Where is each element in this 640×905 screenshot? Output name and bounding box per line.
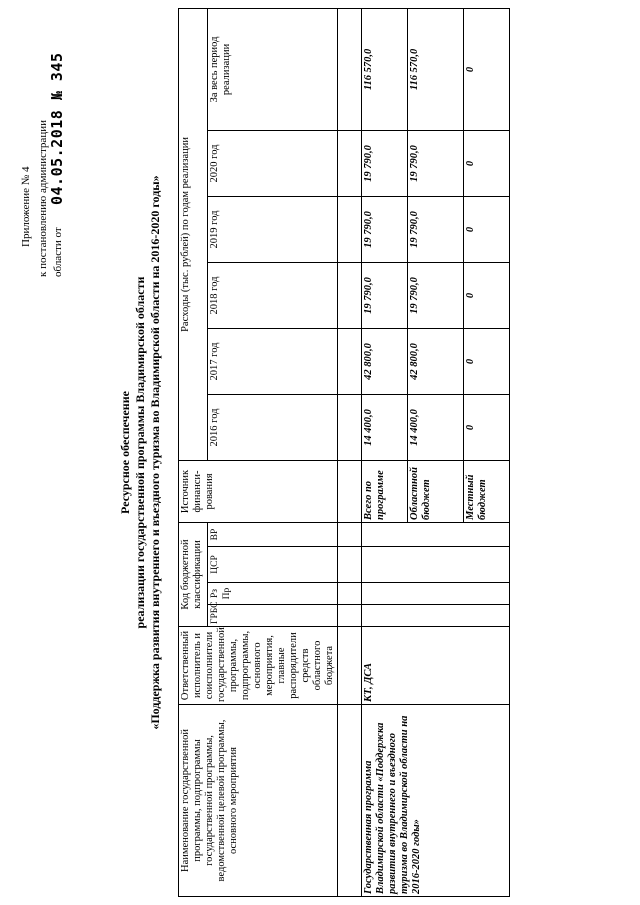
date-number-stamp: 04.05.2018 № 345 [48, 52, 66, 205]
row-source: Областной бюджет [408, 460, 464, 522]
col-header-expenses: Расходы (тыс. рублей) по годам реализации [179, 8, 208, 460]
year-2019: 2019 год [208, 196, 338, 262]
appendix-label: Приложение № 4 [20, 166, 32, 247]
col-header-code: Код бюджетной классификации [179, 522, 208, 626]
row-value: 19 790,0 [362, 196, 408, 262]
program-responsible: КТ, ДСА [362, 627, 510, 705]
program-name: Государственная программа Владимирской области «Поддержка развития внутреннего и въездного туризма во Владимирской области на 2016-2020 годы» [362, 705, 510, 897]
row-value: 116 570,0 [362, 8, 408, 130]
row-value: 14 400,0 [408, 394, 464, 460]
title-line-2: реализации государственной программы Владимирской области [133, 276, 147, 629]
region-from-label: области от [52, 227, 64, 277]
spacer-row [338, 8, 362, 896]
row-value: 0 [464, 328, 510, 394]
year-2018: 2018 год [208, 262, 338, 328]
year-total: За весь период реализации [208, 8, 338, 130]
resolution-label: к постановлению администрации [37, 120, 49, 277]
row-value: 19 790,0 [408, 196, 464, 262]
resource-table [178, 8, 510, 897]
code-csr: ЦСР [208, 547, 338, 583]
col-header-name: Наименование государственной программы, подпрограммы государственной программы, ведомственной целевой программы, основного мероприятия [179, 705, 338, 897]
year-2020: 2020 год [208, 130, 338, 196]
row-value: 14 400,0 [362, 394, 408, 460]
col-header-responsible: Ответственный исполнитель и соисполнители государственной программы, подпрограммы, основного мероприятия, главные распорядители средств областного бюджета [179, 627, 338, 705]
table-row [362, 8, 408, 896]
row-value: 42 800,0 [408, 328, 464, 394]
row-value: 0 [464, 196, 510, 262]
row-value: 42 800,0 [362, 328, 408, 394]
row-value: 0 [464, 8, 510, 130]
header-row-1 [179, 8, 208, 896]
year-2016: 2016 год [208, 394, 338, 460]
title-line-3: «Поддержка развития внутреннего и въездного туризма во Владимирской области на 2016-2020 годы» [148, 175, 162, 730]
document-title [118, 40, 163, 865]
row-value: 19 790,0 [362, 130, 408, 196]
code-rzpr: Рз Пр [208, 583, 338, 605]
code-grbs: ГРБС [208, 605, 338, 627]
row-value: 116 570,0 [408, 8, 464, 130]
row-source: Всего по программе [362, 460, 408, 522]
row-value: 19 790,0 [362, 262, 408, 328]
row-value: 0 [464, 394, 510, 460]
row-value: 0 [464, 262, 510, 328]
row-value: 19 790,0 [408, 130, 464, 196]
row-value: 19 790,0 [408, 262, 464, 328]
year-2017: 2017 год [208, 328, 338, 394]
code-vr: ВР [208, 522, 338, 546]
row-value: 0 [464, 130, 510, 196]
row-source: Местный бюджет [464, 460, 510, 522]
col-header-source: Источник финанси-рования [179, 460, 338, 522]
title-line-1: Ресурсное обеспечение [118, 391, 132, 514]
